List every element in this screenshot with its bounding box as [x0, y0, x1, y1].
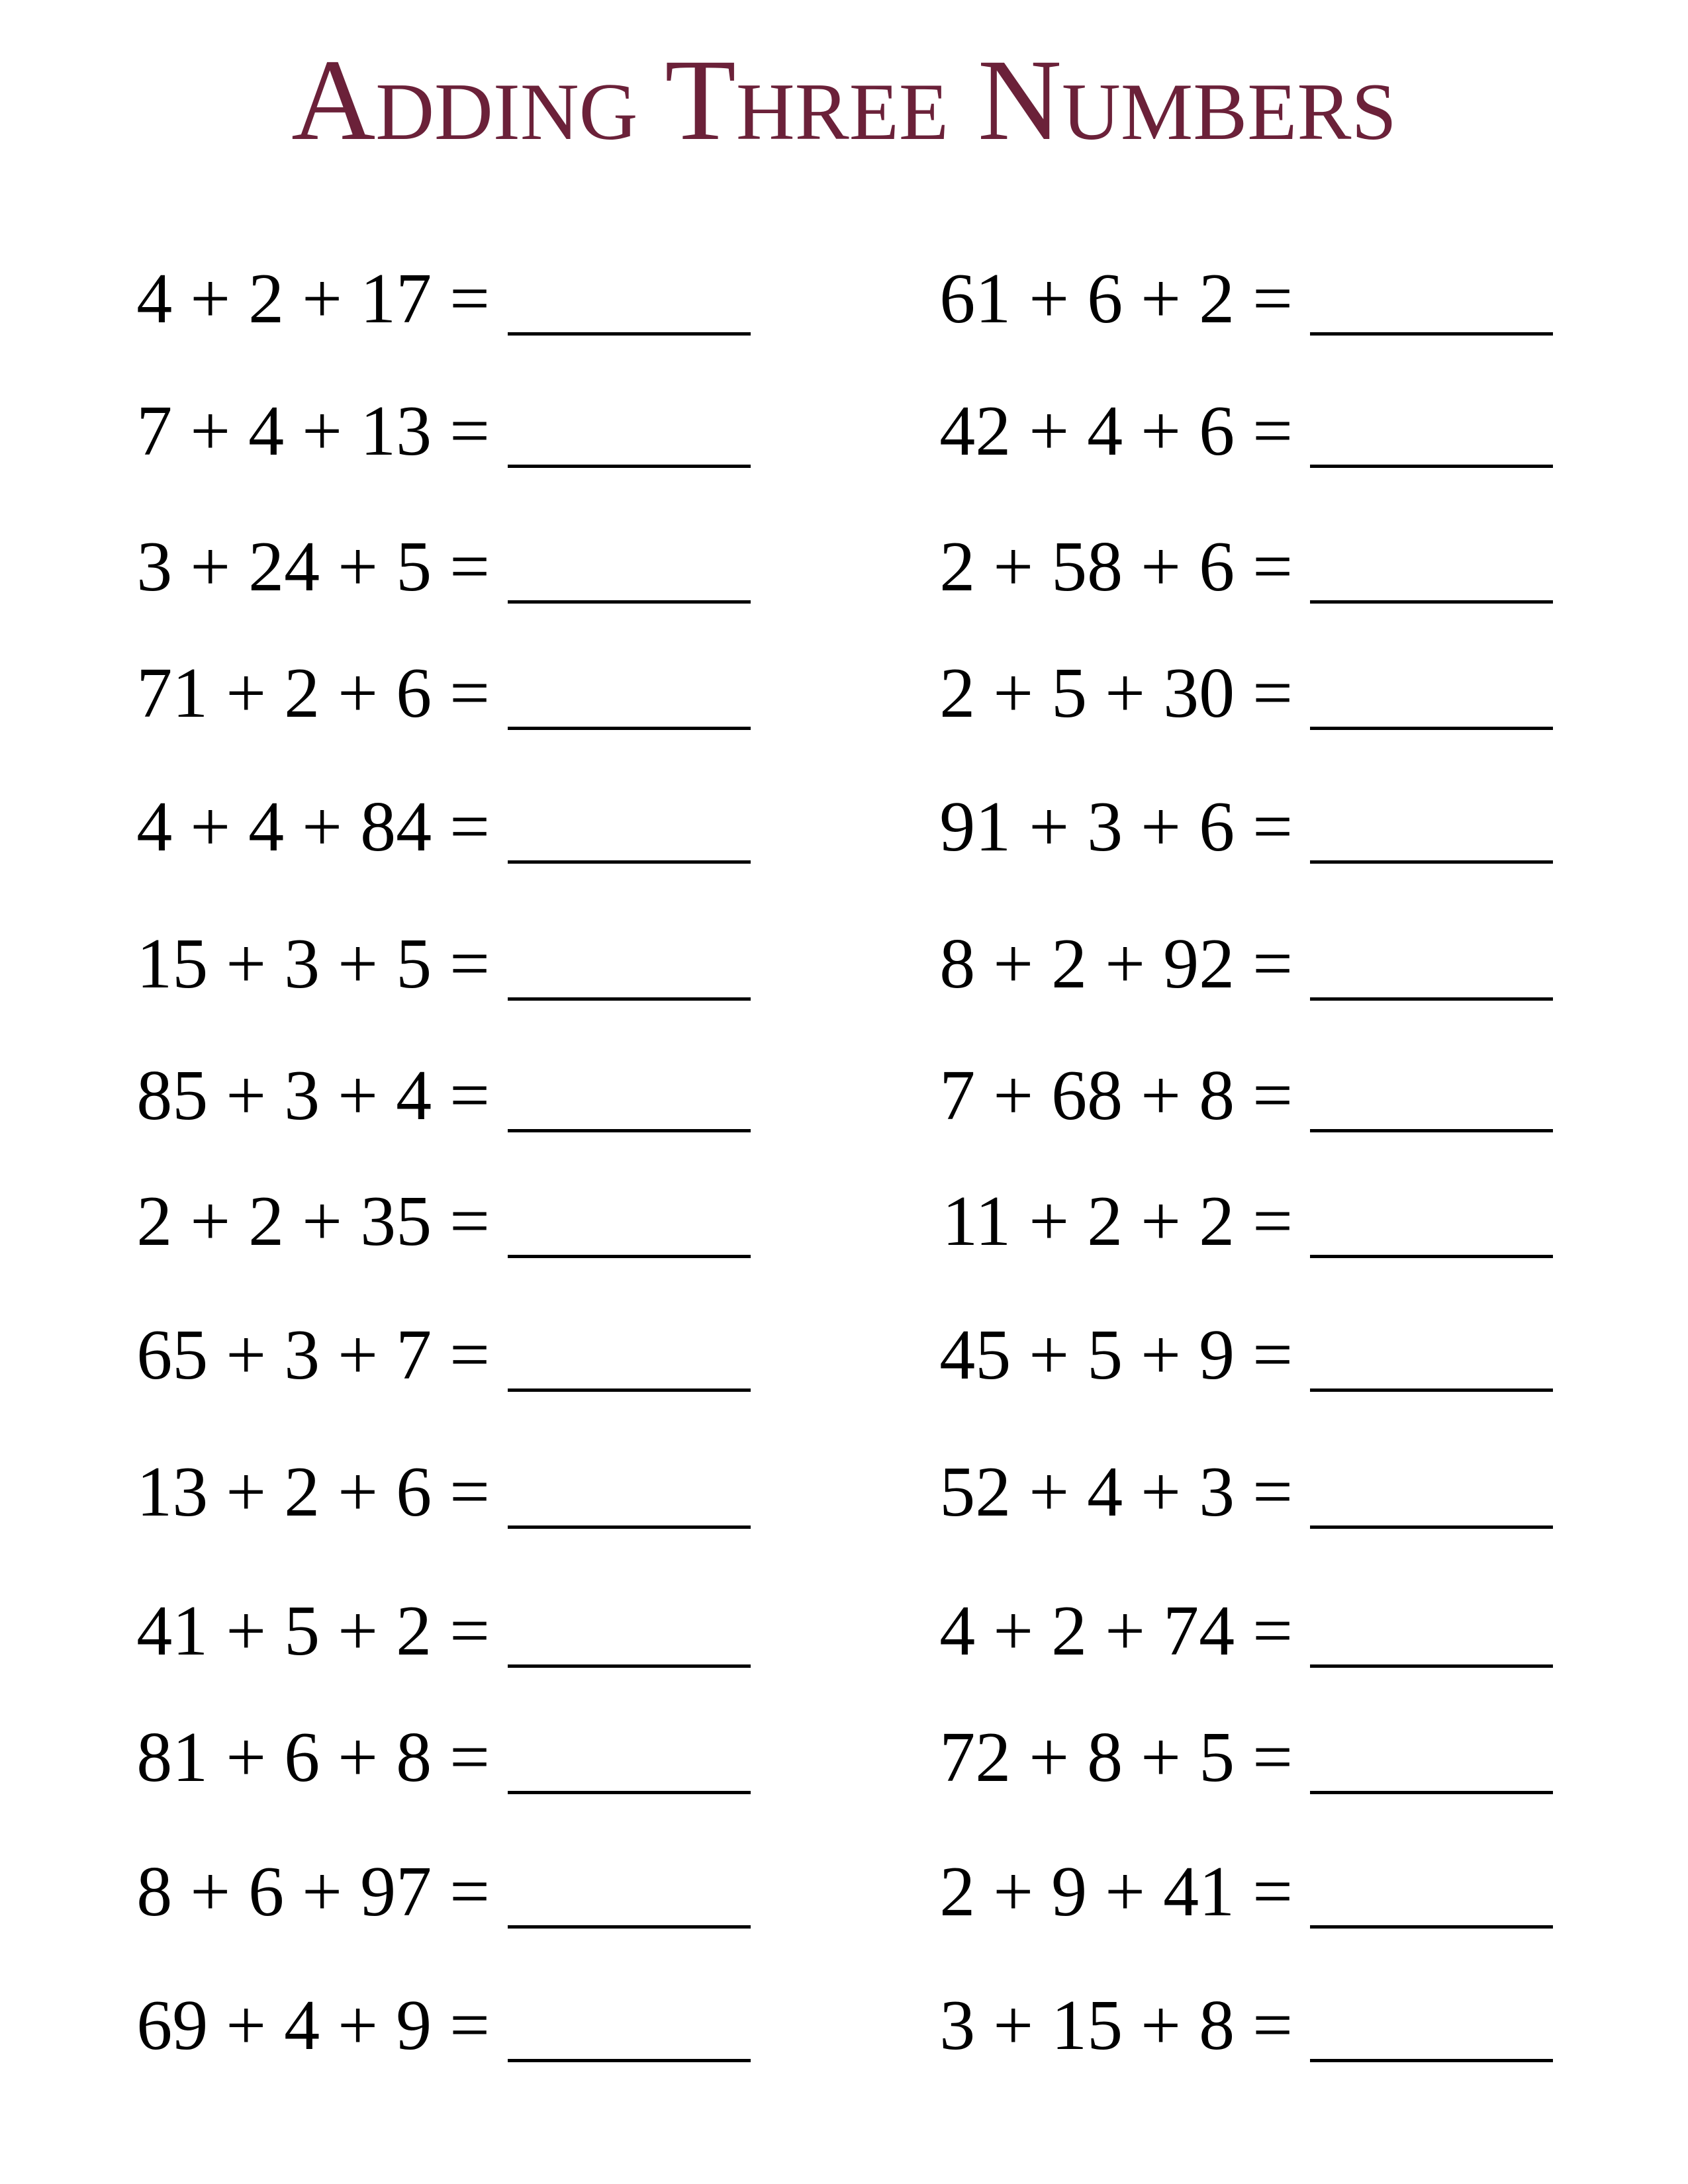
problem-item — [0, 1285, 1293, 1394]
answer-blank[interactable] — [1310, 860, 1553, 864]
problem-expression: 7 + 4 + 13 = — [136, 392, 490, 471]
problem-expression: 91 + 3 + 6 = — [939, 788, 1293, 866]
problem-expression: 8 + 6 + 97 = — [136, 1852, 490, 1931]
answer-blank[interactable] — [1310, 332, 1553, 336]
problem-expression: 15 + 3 + 5 = — [136, 925, 490, 1003]
worksheet-title: Adding Three Numbers — [291, 36, 1397, 165]
answer-blank[interactable] — [1310, 727, 1553, 730]
problem-expression: 65 + 3 + 7 = — [136, 1316, 490, 1394]
answer-blank[interactable] — [1310, 1255, 1553, 1258]
problem-expression: 69 + 4 + 9 = — [136, 1986, 490, 2065]
problem-expression: 85 + 3 + 4 = — [136, 1056, 490, 1135]
problem-expression: 52 + 4 + 3 = — [939, 1453, 1293, 1531]
problem-expression: 81 + 6 + 8 = — [136, 1718, 490, 1797]
problem-item — [0, 1956, 1293, 2065]
problem-item — [0, 1561, 1293, 1670]
answer-blank[interactable] — [1310, 997, 1553, 1001]
problem-expression: 71 + 2 + 6 = — [136, 654, 490, 733]
problem-expression: 13 + 2 + 6 = — [136, 1453, 490, 1531]
problem-item — [0, 1152, 1293, 1261]
answer-blank[interactable] — [1310, 2059, 1553, 2062]
problem-item — [0, 1688, 1293, 1797]
problem-expression: 8 + 2 + 92 = — [939, 925, 1293, 1003]
problem-expression: 4 + 2 + 74 = — [939, 1592, 1293, 1670]
problem-expression: 3 + 15 + 8 = — [939, 1986, 1293, 2065]
problem-expression: 45 + 5 + 9 = — [939, 1316, 1293, 1394]
problem-item — [0, 1026, 1293, 1135]
problem-item — [0, 757, 1293, 866]
problem-expression: 2 + 9 + 41 = — [939, 1852, 1293, 1931]
answer-blank[interactable] — [1310, 1525, 1553, 1529]
problem-expression: 3 + 24 + 5 = — [136, 527, 490, 606]
answer-blank[interactable] — [1310, 1791, 1553, 1794]
problem-item — [0, 623, 1293, 733]
answer-blank[interactable] — [1310, 465, 1553, 468]
problem-item — [0, 229, 1293, 338]
problem-expression: 41 + 5 + 2 = — [136, 1592, 490, 1670]
problem-expression: 7 + 68 + 8 = — [939, 1056, 1293, 1135]
problem-item — [0, 361, 1293, 471]
answer-blank[interactable] — [1310, 1129, 1553, 1132]
problem-expression: 2 + 58 + 6 = — [939, 527, 1293, 606]
problem-item — [0, 1422, 1293, 1531]
problem-expression: 11 + 2 + 2 = — [942, 1182, 1293, 1261]
answer-blank[interactable] — [1310, 600, 1553, 604]
problem-item — [0, 497, 1293, 606]
problem-item — [0, 894, 1293, 1003]
problem-expression: 4 + 2 + 17 = — [136, 259, 490, 338]
problem-expression: 61 + 6 + 2 = — [939, 259, 1293, 338]
answer-blank[interactable] — [1310, 1664, 1553, 1668]
problem-expression: 4 + 4 + 84 = — [136, 788, 490, 866]
problem-expression: 72 + 8 + 5 = — [939, 1718, 1293, 1797]
answer-blank[interactable] — [1310, 1388, 1553, 1392]
answer-blank[interactable] — [1310, 1925, 1553, 1929]
problem-item — [0, 1822, 1293, 1931]
problem-expression: 2 + 5 + 30 = — [939, 654, 1293, 733]
problem-expression: 42 + 4 + 6 = — [939, 392, 1293, 471]
problem-expression: 2 + 2 + 35 = — [136, 1182, 490, 1261]
